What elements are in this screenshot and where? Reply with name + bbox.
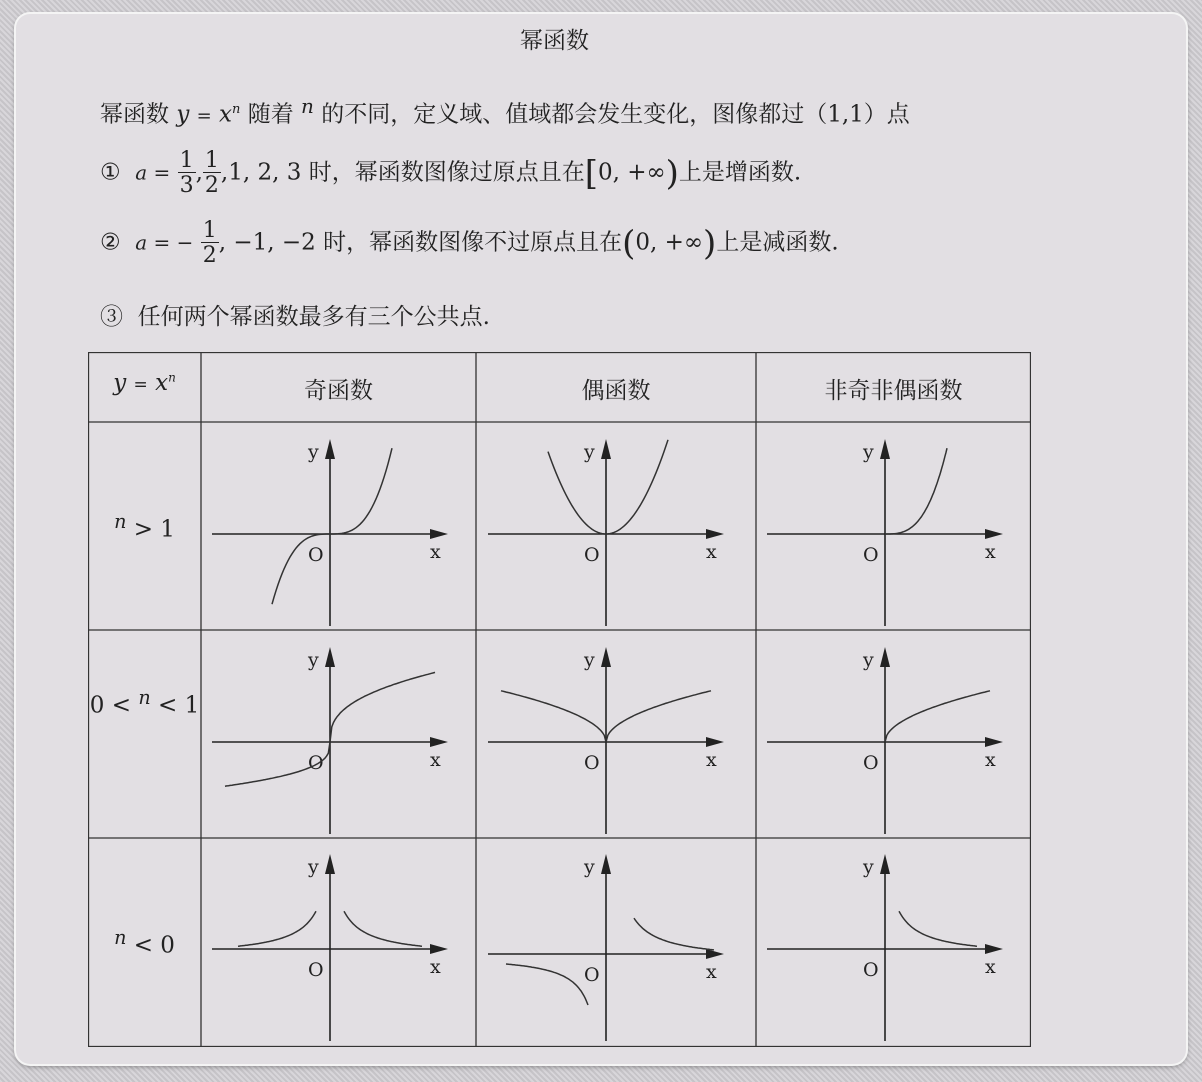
row-label-n-lt-0 [88, 926, 201, 959]
graph-r3-odd-y-label: y [308, 856, 319, 878]
graph-r1-even-x-arrow-icon [706, 529, 724, 539]
item-2-values: , −1, −2 [218, 229, 316, 256]
graph-r1-neither-y-label: y [863, 441, 874, 463]
graph-r2-neither-y-arrow-icon [880, 647, 890, 667]
intro-formula-exp: n [232, 102, 241, 117]
graphs-layer [212, 439, 1003, 1041]
graph-r1-neither-origin-label: O [863, 544, 879, 566]
graph-r2-even-curve-2 [501, 691, 606, 742]
item-3 [100, 298, 490, 331]
row-label-n-between-0-1 [88, 686, 201, 719]
graph-r3-odd-origin-label: O [308, 959, 324, 981]
intro-lead: 幂函数 [100, 101, 169, 128]
item-3-marker: ③ [100, 304, 123, 330]
row-2-post: < 1 [157, 692, 200, 719]
column-header-odd: 奇函数 [304, 378, 373, 404]
intro-var-n: n [301, 94, 314, 118]
graph-r3-neither-origin-label: O [863, 959, 879, 981]
item-2-marker: ② [100, 229, 121, 256]
graph-r3-odd-curve-2 [238, 911, 316, 946]
graph-r2-odd-x-arrow-icon [430, 737, 448, 747]
graph-r2-even-x-label: x [706, 749, 717, 771]
item-1-lhs: a = [135, 160, 171, 185]
intro-formula-eq: = [196, 105, 212, 127]
corner-exp: n [168, 370, 176, 385]
item-1-marker: ① [100, 159, 121, 186]
graph-r2-even-y-arrow-icon [601, 647, 611, 667]
item-1 [100, 150, 801, 197]
item-2-text2: 上是减函数. [716, 229, 839, 256]
graph-r1-neither-x-label: x [985, 541, 996, 563]
item-2-interval-body: 0, +∞ [635, 229, 704, 256]
graph-r1-neither-y-arrow-icon [880, 439, 890, 459]
table-grid [88, 352, 1031, 1047]
graph-r3-odd-curve-1 [344, 911, 422, 946]
item-2-f1-num: 1 [202, 218, 217, 243]
item-1-fraction-1 [178, 150, 196, 197]
graph-r1-odd-x-label: x [430, 541, 441, 563]
graph-r1-neither-x-arrow-icon [985, 529, 1003, 539]
item-2-interval-open: ( [622, 223, 636, 264]
graph-r1-odd-y-label: y [308, 441, 319, 463]
graph-r3-odd-x-label: x [430, 956, 441, 978]
row-label-n-gt-1 [88, 510, 201, 543]
column-header-neither: 非奇非偶函数 [824, 378, 963, 404]
intro-mid: 随着 [247, 101, 294, 128]
graph-r3-neither-curve-1 [899, 911, 977, 946]
row-2-pre: 0 < [89, 692, 132, 719]
item-1-interval-close: ) [665, 153, 679, 194]
graph-r2-even-y-label: y [584, 649, 595, 671]
graph-r3-even-curve-1 [634, 918, 714, 950]
item-1-values: ,1, 2, 3 [220, 159, 302, 186]
row-1-var: n [114, 510, 127, 533]
graph-r1-neither-curve-1 [885, 448, 947, 534]
corner-header [88, 370, 201, 396]
item-2-interval-close: ) [703, 223, 717, 264]
intro-formula-x: x [219, 101, 233, 128]
graph-r2-even-origin-label: O [584, 752, 600, 774]
graph-r3-neither-y-label: y [863, 856, 874, 878]
intro-tail: 的不同，定义域、值域都会发生变化，图像都过（1,1）点 [321, 101, 910, 128]
graph-r1-even-y-label: y [584, 441, 595, 463]
corner-x: x [155, 370, 169, 396]
item-1-f1-den: 3 [179, 173, 194, 198]
row-1-post: > 1 [133, 516, 175, 543]
item-1-f2-den: 2 [204, 173, 219, 198]
row-3-post: < 0 [133, 932, 175, 959]
item-1-f2-num: 1 [204, 148, 219, 173]
graph-r1-odd-curve-1 [272, 448, 392, 604]
graph-r1-even-y-arrow-icon [601, 439, 611, 459]
graph-r2-neither-origin-label: O [863, 752, 879, 774]
graph-r2-neither-x-label: x [985, 749, 996, 771]
graph-r3-even-y-label: y [584, 856, 595, 878]
power-function-table [88, 352, 1031, 1047]
item-2-lhs: a = − [135, 230, 194, 255]
item-2-fraction-1 [201, 220, 219, 267]
graph-r3-even-curve-2 [506, 964, 588, 1005]
item-3-text: 任何两个幂函数最多有三个公共点. [137, 304, 490, 330]
item-1-text2: 上是增函数. [678, 159, 802, 186]
column-header-even: 偶函数 [581, 378, 651, 404]
item-2-f1-den: 2 [202, 243, 217, 268]
graph-r2-odd-curve-1 [330, 672, 435, 742]
item-1-fraction-2 [203, 150, 221, 197]
intro-formula-y: y [176, 101, 190, 128]
item-2-text1: 时，幂函数图像不过原点且在 [323, 229, 623, 256]
graph-r2-odd-y-label: y [308, 649, 319, 671]
graph-r2-even-x-arrow-icon [706, 737, 724, 747]
graph-r3-neither-y-arrow-icon [880, 854, 890, 874]
graph-r2-odd-origin-label: O [308, 752, 324, 774]
graph-r3-odd-x-arrow-icon [430, 944, 448, 954]
graph-r1-even-x-label: x [706, 541, 717, 563]
intro-line [100, 94, 910, 129]
item-1-f1-num: 1 [179, 148, 194, 173]
table-grid-and-graphs [88, 352, 1031, 1047]
item-2 [100, 220, 839, 267]
page-title: 幂函数 [520, 28, 589, 54]
graph-r3-neither-x-arrow-icon [985, 944, 1003, 954]
graph-r3-odd-y-arrow-icon [325, 854, 335, 874]
item-1-interval-open: [ [584, 153, 598, 194]
graph-r2-odd-y-arrow-icon [325, 647, 335, 667]
graph-r3-even-y-arrow-icon [601, 854, 611, 874]
graph-r3-even-origin-label: O [584, 964, 600, 986]
row-2-var: n [138, 686, 151, 709]
graph-r2-even-curve-1 [606, 691, 711, 742]
row-3-var: n [114, 926, 127, 949]
graph-r2-neither-x-arrow-icon [985, 737, 1003, 747]
corner-eq: = [133, 375, 148, 395]
corner-y: y [113, 370, 127, 396]
graph-r2-neither-curve-1 [885, 691, 990, 742]
graph-r1-odd-y-arrow-icon [325, 439, 335, 459]
item-1-interval-body: 0, +∞ [597, 159, 666, 186]
graph-r3-even-x-label: x [706, 961, 717, 983]
graph-r1-even-origin-label: O [584, 544, 600, 566]
graph-r2-neither-y-label: y [863, 649, 874, 671]
graph-r3-neither-x-label: x [985, 956, 996, 978]
item-1-sep: , [195, 159, 203, 186]
graph-r2-odd-x-label: x [430, 749, 441, 771]
graph-r3-even-x-arrow-icon [706, 949, 724, 959]
graph-r1-odd-x-arrow-icon [430, 529, 448, 539]
item-1-text1: 时，幂函数图像过原点且在 [308, 159, 585, 186]
graph-r1-odd-origin-label: O [308, 544, 324, 566]
